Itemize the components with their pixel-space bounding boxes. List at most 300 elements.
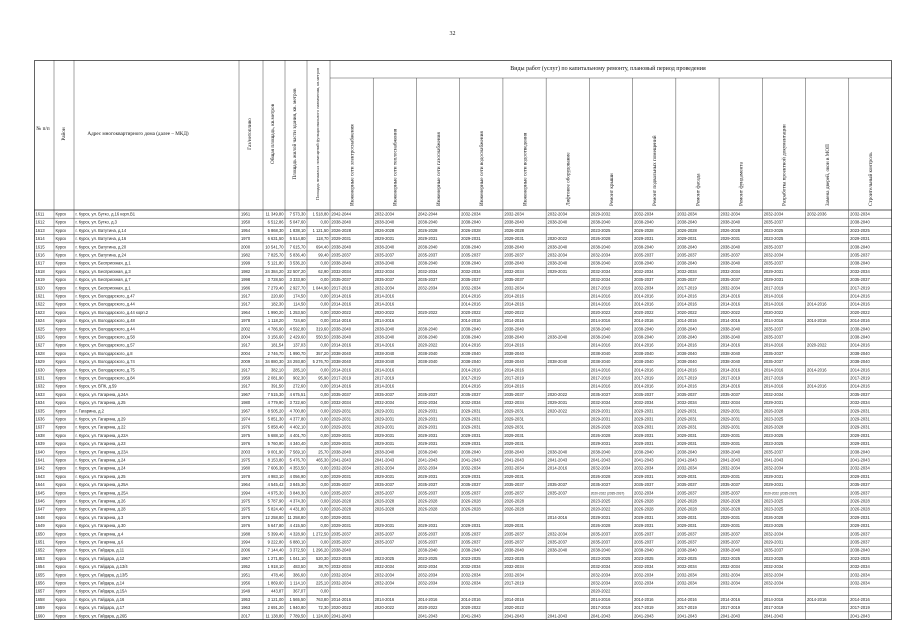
cell-work-period: 2014-2016 (806, 301, 827, 307)
cell-premises-area: 520,30 (315, 555, 329, 561)
cell-work-period: 2041-2043 (547, 613, 568, 619)
cell-work-period: 2023-2025 (763, 498, 784, 504)
cell-work-period: 2041-2043 (590, 457, 611, 463)
cell-work-period: 2038-2040 (331, 334, 351, 340)
cell-work-period: 2038-2040 (547, 359, 568, 365)
cell-work-period: 2014-2016 (461, 383, 481, 389)
cell-work-period: 2035-2037 (504, 391, 524, 397)
cell-premises-area: 225,10 (315, 580, 329, 586)
cell-num: 1620 (35, 285, 45, 291)
cell-work-period: 2041-2043 (590, 613, 611, 619)
cell-total-area: 5 647,80 (267, 523, 284, 529)
cell-year: 1975 (241, 498, 251, 504)
cell-total-area: 1 271,80 (267, 555, 284, 561)
cell-premises-area: 319,60 (315, 326, 329, 332)
cell-total-area: 10 541,70 (265, 244, 284, 250)
cell-district: Курск (55, 309, 67, 315)
cell-work-period: 2020-2022 (2035-2037) (763, 491, 798, 496)
cell-work-period: 2023-2025 (677, 555, 697, 561)
cell-work-period: 2020-2022 (590, 588, 611, 594)
cell-work-period: 2032-2034 (547, 211, 568, 217)
cell-work-period: 2029-2031 (461, 473, 481, 479)
table-row (36, 277, 871, 282)
cell-work-period: 2038-2040 (461, 547, 481, 553)
table-row (36, 515, 871, 520)
cell-work-period: 2020-2022 (806, 342, 827, 348)
cell-living-area: 4 340,40 (289, 441, 306, 447)
cell-work-period: 2029-2031 (850, 408, 870, 414)
cell-district: Курск (55, 564, 67, 570)
cell-work-period: 2029-2031 (850, 441, 870, 447)
cell-work-period: 2029-2031 (374, 424, 395, 430)
cell-premises-area: 763,80 (315, 596, 329, 602)
cell-total-area: 34 880,30 (265, 359, 284, 365)
cell-num: 1651 (35, 539, 45, 545)
cell-district: Курск (55, 277, 67, 283)
table-row (36, 261, 871, 266)
cell-num: 1625 (35, 326, 45, 332)
cell-district: Курск (55, 367, 67, 373)
cell-district: Курск (55, 482, 67, 488)
cell-work-period: 2035-2037 (850, 482, 870, 488)
cell-work-period: 2035-2037 (504, 277, 524, 283)
cell-total-area: 11 349,80 (265, 211, 284, 217)
cell-year: 1978 (241, 473, 251, 479)
cell-work-period: 2041-2043 (720, 613, 741, 619)
cell-work-period: 2038-2040 (417, 350, 438, 356)
cell-district: Курск (55, 219, 67, 225)
cell-work-period: 2014-2016 (720, 318, 741, 324)
cell-living-area: 1 940,80 (289, 605, 306, 611)
cell-work-period: 2038-2040 (590, 547, 611, 553)
cell-work-period: 2029-2031 (461, 441, 481, 447)
cell-work-period: 2038-2040 (850, 350, 870, 356)
cell-living-area: 1 114,10 (289, 580, 306, 586)
cell-work-period: 2014-2016 (504, 342, 524, 348)
cell-district: Курск (55, 539, 67, 545)
cell-district: Курск (55, 613, 67, 619)
cell-work-period: 2035-2037 (504, 252, 524, 258)
cell-total-area: 5 824,40 (267, 506, 284, 512)
cell-work-period: 2026-2028 (374, 227, 395, 233)
cell-address: г. Курск, ул. Бесприскная, д.1 (75, 260, 131, 266)
table-row (36, 589, 612, 594)
cell-work-period: 2038-2040 (677, 449, 697, 455)
cell-work-period: 2020-2022 (547, 408, 568, 414)
cell-work-period: 2014-2016 (331, 318, 351, 324)
cell-num: 1638 (35, 432, 45, 438)
cell-address: г. Курск, ул. Бутко, д.3 (75, 219, 117, 225)
cell-year: 1988 (241, 531, 251, 537)
cell-total-area: 5 688,10 (267, 432, 284, 438)
cell-work-period: 2020-2022 (504, 605, 524, 611)
cell-num: 1626 (35, 334, 45, 340)
cell-work-period: 2038-2040 (417, 359, 438, 365)
cell-premises-area: 0,00 (320, 219, 329, 225)
cell-year: 2004 (241, 350, 251, 356)
cell-work-period: 2026-2028 (850, 506, 870, 512)
cell-work-period: 2038-2040 (720, 260, 741, 266)
cell-work-period: 2029-2031 (504, 473, 524, 479)
cell-work-period: 2014-2016 (461, 596, 481, 602)
cell-work-period: 2026-2028 (763, 514, 784, 520)
table-row (36, 482, 871, 487)
cell-work-period: 2029-2031 (720, 473, 741, 479)
cell-work-period: 2029-2031 (590, 441, 611, 447)
cell-work-period: 2014-2016 (634, 342, 654, 348)
cell-year: 1994 (241, 490, 251, 496)
cell-work-period: 2038-2040 (461, 359, 481, 365)
cell-work-period: 2029-2031 (720, 441, 741, 447)
cell-work-period: 2032-2034 (720, 580, 741, 586)
cell-work-period: 2029-2031 (720, 523, 741, 529)
cell-district: Курск (55, 523, 67, 529)
cell-num: 1617 (35, 260, 45, 266)
cell-work-period: 2020-2022 (504, 309, 524, 315)
cell-district: Курск (55, 293, 67, 299)
cell-work-period: 2029-2031 (374, 441, 395, 447)
cell-work-period: 2029-2031 (547, 400, 568, 406)
cell-year: 2002 (241, 326, 251, 332)
cell-work-period: 2029-2031 (374, 473, 395, 479)
cell-work-period: 2032-2034 (374, 211, 395, 217)
cell-district: Курск (55, 424, 67, 430)
cell-work-period: 2035-2037 (763, 260, 784, 266)
table-row (36, 392, 871, 397)
cell-work-period: 2029-2031 (417, 523, 438, 529)
cell-work-period: 2029-2031 (634, 432, 654, 438)
cell-district: Курск (55, 432, 67, 438)
cell-num: 1644 (35, 482, 45, 488)
cell-address: г. Курск, ул. Гагарина, д.22 (75, 424, 126, 430)
cell-work-period: 2035-2037 (374, 277, 395, 283)
cell-work-period: 2041-2043 (634, 457, 654, 463)
cell-address: г. Курск, ул. Гагарина, д.30 (75, 523, 126, 529)
cell-work-period: 2023-2025 (763, 236, 784, 242)
cell-year: 1964 (241, 482, 251, 488)
cell-work-period: 2023-2025 (850, 227, 870, 233)
cell-living-area: 3 845,30 (289, 482, 306, 488)
table-row (36, 425, 871, 430)
cell-work-period: 2032-2034 (590, 252, 611, 258)
cell-work-period: 2029-2031 (461, 523, 481, 529)
cell-work-period: 2041-2043 (720, 457, 741, 463)
cell-num: 1643 (35, 473, 45, 479)
cell-work-period: 2029-2031 (590, 408, 611, 414)
cell-work-period: 2038-2040 (590, 219, 611, 225)
table-row (36, 269, 871, 274)
cell-premises-area: 0,00 (320, 342, 329, 348)
cell-work-period: 2017-2019 (374, 375, 395, 381)
cell-work-period: 2014-2016 (720, 596, 741, 602)
cell-work-period: 2032-2034 (763, 252, 784, 258)
cell-work-period: 2032-2034 (374, 572, 395, 578)
cell-num: 1623 (35, 309, 45, 315)
cell-total-area: 4 975,30 (267, 490, 284, 496)
cell-work-period: 2032-2034 (677, 572, 697, 578)
cell-work-period: 2029-2031 (677, 473, 697, 479)
cell-work-period: 2038-2040 (331, 449, 351, 455)
cell-work-period: 2038-2040 (634, 260, 654, 266)
cell-living-area: 4 401,70 (289, 432, 306, 438)
cell-work-period: 2029-2031 (677, 523, 697, 529)
cell-work-period: 2014-2016 (806, 318, 827, 324)
cell-living-area: 3 848,30 (289, 490, 306, 496)
cell-premises-area: 1 272,50 (312, 531, 329, 537)
cell-work-period: 2038-2040 (590, 449, 611, 455)
cell-work-period: 2017-2019 (331, 375, 351, 381)
cell-living-area: 2 429,60 (289, 334, 306, 340)
cell-work-period: 2029-2031 (763, 400, 784, 406)
cell-work-period: 2035-2037 (374, 391, 395, 397)
cell-year: 1967 (241, 555, 251, 561)
cell-living-area: 114,50 (293, 301, 306, 307)
cell-work-period: 2038-2040 (634, 334, 654, 340)
cell-living-area: 4 415,50 (289, 523, 306, 529)
table-row (36, 302, 871, 307)
cell-work-period: 2038-2040 (547, 449, 568, 455)
cell-work-period: 2038-2040 (461, 326, 481, 332)
cell-work-period: 2023-2025 (763, 523, 784, 529)
cell-work-period: 2032-2034 (331, 564, 351, 570)
header-address: Адрес многоквартирного дома (далее – МКД) (87, 131, 189, 137)
cell-work-period: 2029-2031 (504, 416, 524, 422)
cell-work-period: 2023-2025 (417, 555, 438, 561)
cell-work-period: 2026-2028 (461, 498, 481, 504)
cell-work-period: 2014-2016 (763, 383, 784, 389)
cell-living-area: 24 293,80 (287, 359, 306, 365)
cell-district: Курск (55, 400, 67, 406)
cell-work-period: 2029-2031 (417, 408, 438, 414)
cell-work-period: 2029-2031 (677, 236, 697, 242)
cell-work-period: 2014-2016 (547, 514, 568, 520)
cell-work-period: 2035-2037 (504, 531, 524, 537)
cell-premises-area: 72,30 (318, 605, 329, 611)
cell-total-area: 7 279,40 (267, 285, 284, 291)
cell-work-period: 2035-2037 (850, 531, 870, 537)
cell-premises-area: 0,00 (320, 482, 329, 488)
cell-work-period: 2029-2031 (374, 416, 395, 422)
cell-num: 1637 (35, 424, 45, 430)
cell-work-period: 2014-2016 (331, 342, 351, 348)
cell-address: г. Курск, ул. ВПК, д.59 (75, 383, 117, 389)
cell-living-area: 483,50 (292, 564, 306, 570)
cell-work-period: 2029-2031 (417, 424, 438, 430)
table-row (36, 540, 871, 545)
cell-work-period: 2014-2016 (417, 596, 438, 602)
cell-work-period: 2029-2031 (763, 539, 784, 545)
cell-work-period: 2014-2016 (634, 367, 654, 373)
cell-work-period: 2017-2019 (720, 375, 741, 381)
cell-num: 1632 (35, 383, 45, 389)
cell-district: Курск (55, 236, 67, 242)
cell-work-period: 2026-2028 (331, 498, 351, 504)
cell-work-period: 2014-2016 (720, 293, 741, 299)
cell-work-period: 2032-2034 (720, 400, 741, 406)
cell-total-area: 391,50 (270, 383, 284, 389)
cell-work-period: 2038-2040 (677, 359, 697, 365)
cell-work-period: 2014-2016 (850, 301, 870, 307)
cell-work-period: 2032-2034 (417, 564, 438, 570)
cell-district: Курск (55, 227, 67, 233)
cell-work-period: 2041-2043 (461, 613, 481, 619)
cell-work-period: 2038-2040 (634, 449, 654, 455)
cell-work-period: 2032-2034 (417, 268, 438, 274)
cell-work-period: 2041-2043 (504, 613, 524, 619)
cell-work-period: 2029-2031 (850, 236, 870, 242)
cell-total-area: 8 153,80 (267, 457, 284, 463)
cell-work-period: 2020-2022 (331, 309, 351, 315)
cell-year: 1917 (241, 293, 251, 299)
cell-work-period: 2038-2040 (417, 260, 438, 266)
cell-district: Курск (55, 457, 67, 463)
cell-work-period: 2014-2016 (677, 383, 697, 389)
cell-work-period: 2035-2037 (417, 482, 438, 488)
cell-year: 1982 (241, 252, 251, 258)
cell-work-period: 2038-2040 (417, 326, 438, 332)
cell-premises-area: 0,00 (320, 318, 329, 324)
cell-work-period: 2032-2034 (504, 268, 524, 274)
header-work-group: Виды работ (услуг) по капитальному ремонту, плановый период проведения (510, 66, 706, 72)
cell-work-period: 2038-2040 (331, 350, 351, 356)
cell-living-area: 1 565,50 (289, 596, 306, 602)
cell-work-period: 2014-2016 (331, 596, 351, 602)
cell-work-period: 2029-2031 (720, 236, 741, 242)
cell-district: Курск (55, 596, 67, 602)
cell-address: г. Курск, ул. Гагарина, д.25А (75, 482, 129, 488)
cell-work-period: 2026-2028 (720, 498, 741, 504)
cell-year: 2009 (241, 359, 251, 365)
cell-work-period: 2035-2037 (677, 539, 697, 545)
cell-work-period: 2032-2034 (374, 564, 395, 570)
header-work-10: Ремонт фундамента (738, 162, 745, 206)
cell-total-area: 382,10 (270, 367, 284, 373)
cell-work-period: 2038-2040 (374, 260, 395, 266)
cell-work-period: 2014-2016 (634, 596, 654, 602)
cell-work-period: 2035-2037 (331, 531, 351, 537)
cell-work-period: 2032-2034 (590, 465, 611, 471)
cell-total-area: 7 515,30 (267, 391, 284, 397)
cell-work-period: 2014-2016 (331, 383, 351, 389)
cell-total-area: 1 118,20 (267, 318, 284, 324)
cell-work-period: 2014-2016 (720, 342, 741, 348)
cell-total-area: 7 825,70 (267, 252, 284, 258)
cell-work-period: 2029-2031 (720, 408, 741, 414)
cell-year: 1917 (241, 301, 251, 307)
cell-work-period: 2014-2016 (850, 367, 870, 373)
cell-address: г. Курск, ул. Гагарина, д.22А (75, 432, 129, 438)
cell-num: 1653 (35, 555, 45, 561)
cell-work-period: 2014-2016 (461, 293, 481, 299)
cell-work-period: 2035-2037 (417, 391, 438, 397)
cell-address: г. Курск, ул. Гайдара, д.15А (75, 588, 128, 594)
cell-work-period: 2014-2016 (850, 293, 870, 299)
cell-year: 2004 (241, 334, 251, 340)
header-work-7: Ремонт крыши (608, 173, 615, 206)
cell-work-period: 2032-2034 (331, 400, 351, 406)
cell-work-period: 2038-2040 (850, 244, 870, 250)
cell-work-period: 2029-2031 (374, 523, 395, 529)
table-row (36, 244, 871, 249)
cell-work-period: 2017-2019 (850, 375, 870, 381)
table-row (36, 417, 871, 422)
cell-work-period: 2026-2028 (677, 227, 697, 233)
cell-total-area: 5 868,30 (267, 227, 284, 233)
header-premises-area: Площадь нежилых помещений функционального назначения, кв.метров (315, 67, 320, 201)
table-row (36, 310, 871, 315)
cell-work-period: 2029-2031 (850, 416, 870, 422)
cell-living-area: 5 836,40 (289, 252, 306, 258)
cell-work-period: 2038-2040 (417, 449, 438, 455)
cell-work-period: 2032-2034 (547, 252, 568, 258)
cell-work-period: 2038-2040 (634, 359, 654, 365)
cell-total-area: 2 081,90 (267, 375, 284, 381)
cell-work-period: 2026-2028 (417, 498, 438, 504)
cell-work-period: 2014-2016 (504, 596, 524, 602)
cell-total-area: 6 512,86 (267, 219, 284, 225)
table-row (36, 294, 871, 299)
cell-work-period: 2014-2016 (504, 301, 524, 307)
cell-work-period: 2029-2031 (590, 514, 611, 520)
cell-work-period: 2014-2016 (590, 383, 611, 389)
cell-work-period: 2020-2022 (547, 391, 568, 397)
cell-work-period: 2017-2019 (590, 285, 611, 291)
cell-work-period: 2032-2034 (417, 580, 438, 586)
cell-work-period: 2026-2028 (461, 227, 481, 233)
cell-address: г. Курск, ул. Гайдара, д.13/4 (75, 564, 128, 570)
cell-work-period: 2023-2025 (504, 555, 524, 561)
cell-work-period: 2032-2034 (461, 580, 481, 586)
table-row (36, 597, 871, 602)
cell-work-period: 2029-2031 (331, 523, 351, 529)
cell-num: 1648 (35, 514, 45, 520)
cell-living-area: 137,03 (292, 342, 306, 348)
cell-district: Курск (55, 260, 67, 266)
table-row (36, 433, 871, 438)
cell-work-period: 2029-2031 (331, 236, 351, 242)
cell-work-period: 2023-2025 (590, 227, 611, 233)
cell-work-period: 2029-2031 (504, 408, 524, 414)
cell-work-period: 2038-2040 (634, 547, 654, 553)
cell-work-period: 2020-2022 (547, 236, 568, 242)
cell-address: г. Курск, ул. Гагарина, д.25 (75, 400, 126, 406)
cell-work-period: 2035-2037 (720, 252, 741, 258)
cell-living-area: 4 328,90 (289, 531, 306, 537)
cell-premises-area: 0,00 (320, 490, 329, 496)
cell-num: 1635 (35, 408, 45, 414)
cell-living-area: 5 514,80 (289, 236, 306, 242)
header-work-1: Инженерные сети электроснабжения (349, 124, 356, 206)
cell-work-period: 2029-2032 (590, 211, 611, 217)
cell-work-period: 2035-2037 (763, 244, 784, 250)
cell-work-period: 2035-2037 (720, 490, 741, 496)
cell-work-period: 2023-2025 (763, 227, 784, 233)
cell-work-period: 2014-2016 (850, 342, 870, 348)
cell-work-period: 2035-2037 (461, 531, 481, 537)
cell-work-period: 2014-2016 (331, 301, 351, 307)
cell-year: 1975 (241, 432, 251, 438)
cell-year: 2017 (241, 613, 251, 619)
cell-address: г. Курск, ул. Гагарина, д.28 (75, 506, 126, 512)
cell-premises-area: 0,00 (320, 391, 329, 397)
cell-num: 1660 (35, 613, 45, 619)
cell-work-period: 2035-2037 (417, 531, 438, 537)
cell-premises-area: 1 124,00 (312, 613, 329, 619)
cell-work-period: 2035-2037 (374, 539, 395, 545)
cell-total-area: 5 858,40 (267, 424, 284, 430)
cell-premises-area: 0,00 (320, 260, 329, 266)
cell-num: 1659 (35, 605, 45, 611)
